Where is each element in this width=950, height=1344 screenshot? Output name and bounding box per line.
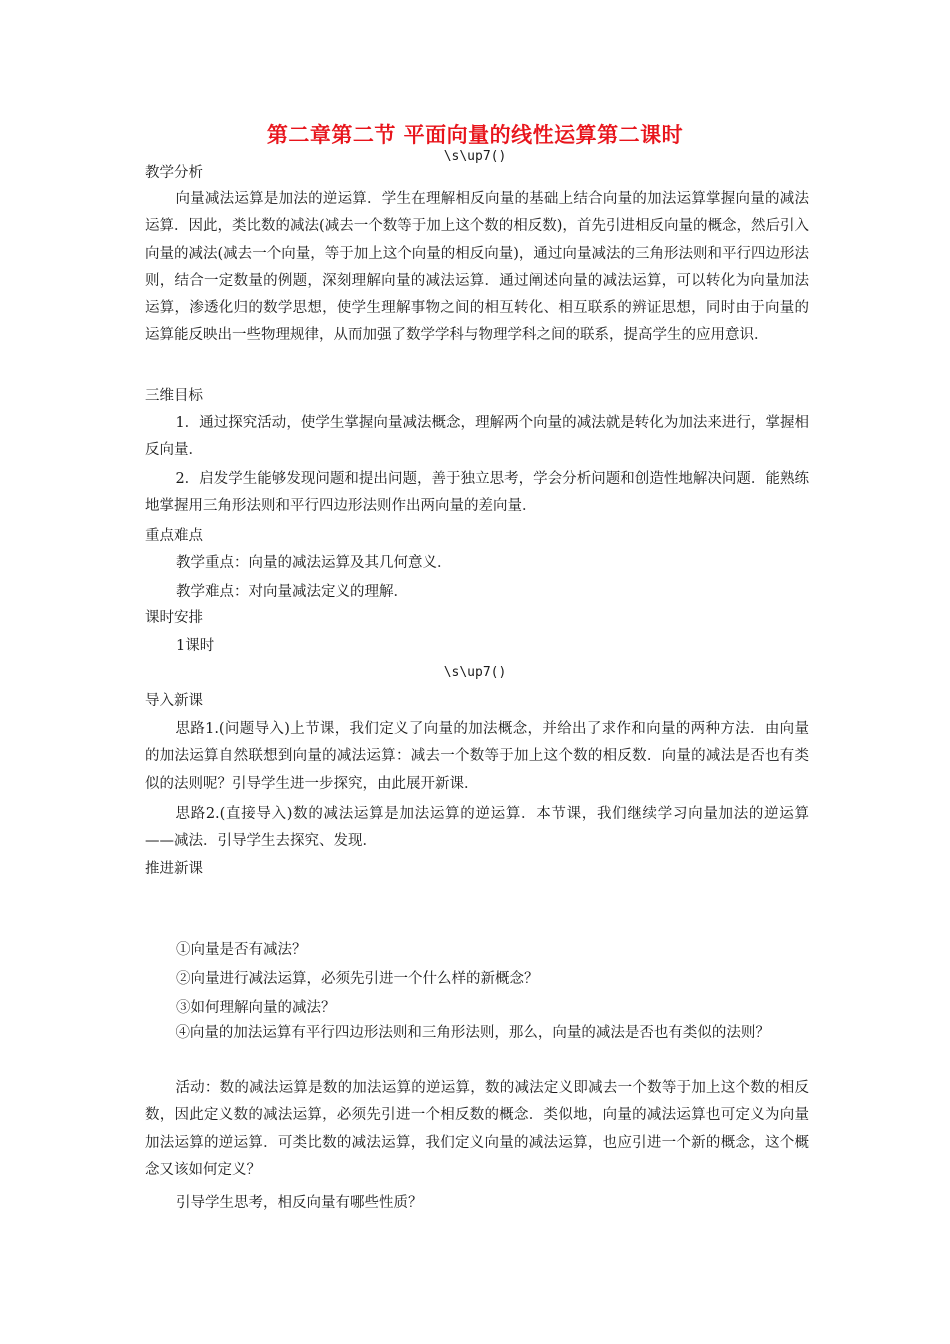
line-key-point: 教学重点：向量的减法运算及其几何意义． <box>176 555 452 571</box>
paragraph-idea-1: 思路1.(问题导入)上节课，我们定义了向量的加法概念，并给出了求作和向量的两种方法．由向量的加法运算自然联想到向量的减法运算：减去一个数等于加上这个数的相反数．向量的减法是否也有类似的法则呢？引导学生进一步探究，由此展开新课． <box>145 721 809 792</box>
paragraph-goal-2: 2．启发学生能够发现问题和提出问题，善于独立思考，学会分析问题和创造性地解决问题．能熟练地掌握用三角形法则和平行四边形法则作出两向量的差向量． <box>145 471 809 515</box>
question-2: ②向量进行减法运算，必须先引进一个什么样的新概念？ <box>176 971 539 987</box>
question-4: ④向量的加法运算有平行四边形法则和三角形法则，那么，向量的减法是否也有类似的法则？ <box>175 1025 770 1041</box>
question-3: ③如何理解向量的减法？ <box>176 1000 336 1016</box>
heading-advance: 推进新课 <box>145 861 203 877</box>
document-title: 第二章第二节 平面向量的线性运算第二课时 <box>266 122 684 147</box>
paragraph-analysis: 向量减法运算是加法的逆运算．学生在理解相反向量的基础上结合向量的加法运算掌握向量的减法运算．因此，类比数的减法(减去一个数等于加上这个数的相反数)，首先引进相反向量的概念，然后引入向量的减法(减去一个向量，等于加上这个向量的相反向量)，通过向量减法的三角形法则和平行四边形法则，结合一定数量的例题，深刻理解向量的减法运算．通过阐述向量的减法运算，可以转化为向量加法运算，渗透化归的数学思想，使学生理解事物之间的相互转化、相互联系的辨证思想，同时由于向量的运算能反映出一些物理规律，从而加强了数学学科与物理学科之间的联系，提高学生的应用意识． <box>145 191 809 344</box>
question-1: ①向量是否有减法？ <box>176 942 307 958</box>
heading-keypoints: 重点难点 <box>145 528 203 544</box>
field-code-2: \s\up7() <box>443 665 507 680</box>
heading-schedule: 课时安排 <box>145 610 203 626</box>
paragraph-goal-1: 1．通过探究活动，使学生掌握向量减法概念，理解两个向量的减法就是转化为加法来进行，掌握相反向量． <box>145 415 809 459</box>
paragraph-activity: 活动：数的减法运算是数的加法运算的逆运算，数的减法定义即减去一个数等于加上这个数的相反数，因此定义数的减法运算，必须先引进一个相反数的概念．类似地，向量的减法运算也可定义为向量加法运算的逆运算．可类比数的减法运算，我们定义向量的减法运算，也应引进一个新的概念，这个概念又该如何定义？ <box>145 1080 809 1178</box>
field-code-1: \s\up7() <box>443 149 507 164</box>
heading-analysis: 教学分析 <box>145 165 203 181</box>
line-schedule: 1课时 <box>176 638 215 654</box>
heading-intro: 导入新课 <box>145 693 203 709</box>
heading-goals: 三维目标 <box>145 388 203 404</box>
line-difficulty: 教学难点：对向量减法定义的理解． <box>176 584 408 600</box>
paragraph-idea-2: 思路2.(直接导入)数的减法运算是加法运算的逆运算．本节课，我们继续学习向量加法的逆运算——减法．引导学生去探究、发现． <box>145 806 809 850</box>
line-guide: 引导学生思考，相反向量有哪些性质？ <box>176 1195 423 1211</box>
